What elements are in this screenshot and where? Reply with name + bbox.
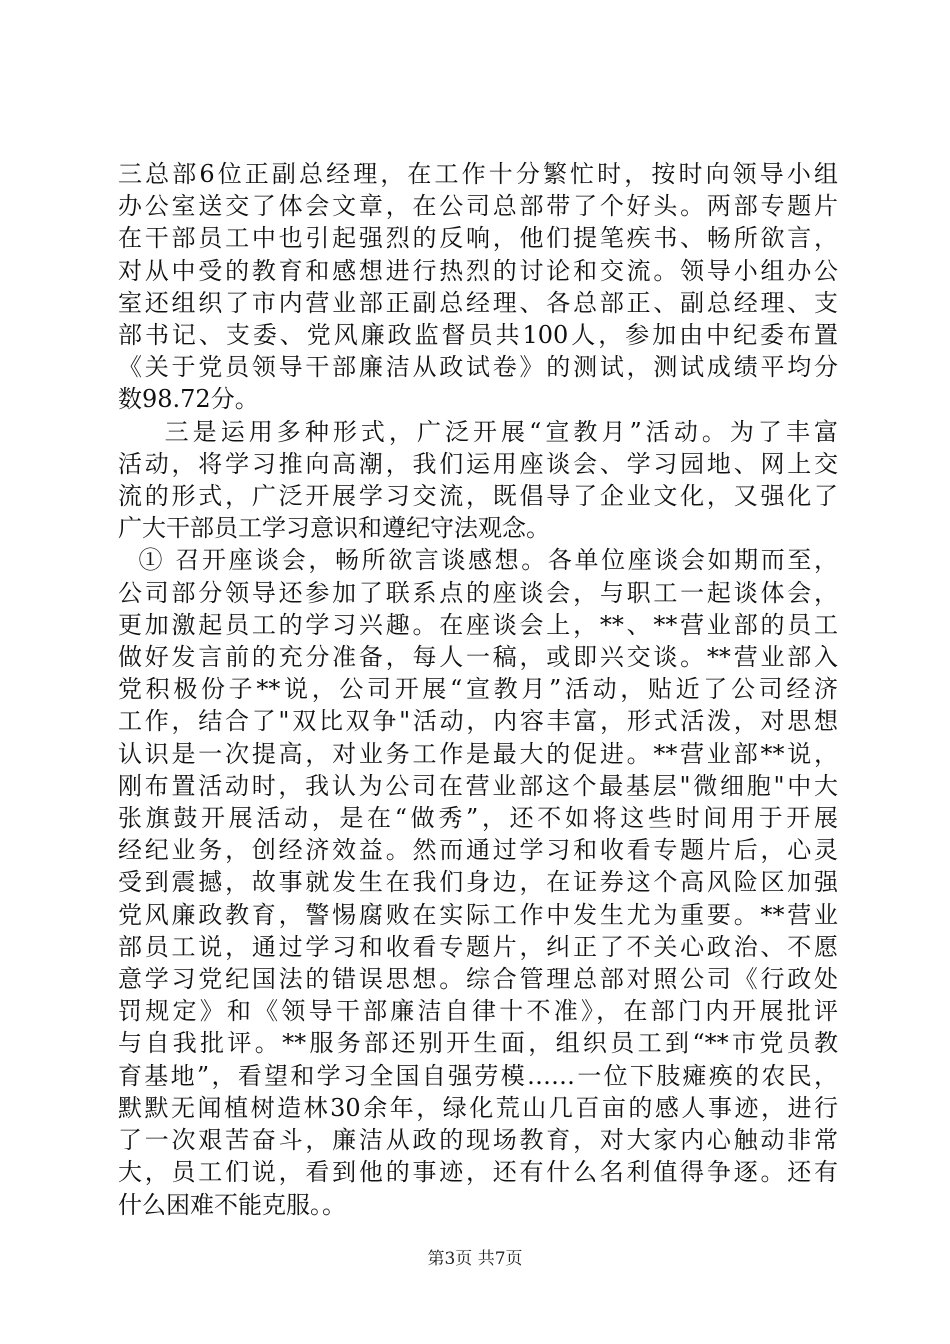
text-line: 罚规定》和《领导干部廉洁自律十不准》，在部门内开展批评 — [118, 997, 838, 1026]
text-line: 大，员工们说，看到他的事迹，还有什么名利值得争逐。还有 — [118, 1158, 838, 1187]
text-line: 默默无闻植树造林30余年，绿化荒山几百亩的感人事迹，进行 — [118, 1093, 838, 1122]
text-line: 广大干部员工学习意识和遵纪守法观念。 — [118, 514, 550, 543]
page-footer: 第3页 共7页 — [427, 1249, 523, 1269]
text-line: 张旗鼓开展活动，是在“做秀”，还不如将这些时间用于开展 — [118, 804, 838, 833]
text-line: 部书记、支委、党风廉政监督员共100人，参加由中纪委布置 — [118, 321, 838, 350]
text-line: 三总部6位正副总经理，在工作十分繁忙时，按时向领导小组 — [118, 160, 838, 188]
text-line: 刚布置活动时，我认为公司在营业部这个最基层"微细胞"中大 — [118, 771, 838, 800]
paragraph — [118, 544, 838, 1220]
text-line: 在干部员工中也引起强烈的反响，他们提笔疾书、畅所欲言， — [118, 224, 838, 253]
paragraph — [118, 416, 838, 545]
text-line: 党积极份子**说，公司开展“宣教月”活动，贴近了公司经济 — [118, 675, 838, 704]
text-line: 认识是一次提高，对业务工作是最大的促进。**营业部**说， — [118, 739, 838, 768]
text-line: 育基地”，看望和学习全国自强劳模……一位下肢瘫痪的农民， — [118, 1061, 838, 1090]
text-line: 党风廉政教育，警惕腐败在实际工作中发生尤为重要。**营业 — [118, 900, 838, 929]
text-line: 与自我批评。**服务部还别开生面，组织员工到“**市党员教 — [118, 1029, 838, 1058]
text-line: 意学习党纪国法的错误思想。综合管理总部对照公司《行政处 — [118, 965, 838, 994]
text-line: 三是运用多种形式，广泛开展“宣教月”活动。为了丰富 — [118, 417, 838, 446]
text-line: 活动，将学习推向高潮，我们运用座谈会、学习园地、网上交 — [118, 449, 838, 478]
text-line: 部员工说，通过学习和收看专题片，纠正了不关心政治、不愿 — [118, 932, 838, 961]
text-line: 经纪业务，创经济效益。然而通过学习和收看专题片后，心灵 — [118, 836, 838, 865]
text-line: 室还组织了市内营业部正副总经理、各总部正、副总经理、支 — [118, 288, 838, 317]
text-line: 工作，结合了"双比双争"活动，内容丰富，形式活泼，对思想 — [118, 707, 838, 736]
text-line: 《关于党员领导干部廉洁从政试卷》的测试，测试成绩平均分 — [118, 353, 838, 382]
text-line: 办公室送交了体会文章，在公司总部带了个好头。两部专题片 — [118, 192, 838, 221]
text-line: 更加激起员工的学习兴趣。在座谈会上，**、**营业部的员工 — [118, 610, 838, 639]
text-line: 对从中受的教育和感想进行热烈的讨论和交流。领导小组办公 — [118, 256, 838, 285]
text-line: 公司部分领导还参加了联系点的座谈会，与职工一起谈体会， — [118, 578, 838, 607]
text-line: 数98.72分。 — [118, 385, 259, 414]
text-line: 什么困难不能克服。。 — [118, 1190, 346, 1219]
text-line: 做好发言前的充分准备，每人一稿，或即兴交谈。**营业部入 — [118, 643, 838, 672]
text-line: 流的形式，广泛开展学习交流，既倡导了企业文化，又强化了 — [118, 482, 838, 511]
paragraph — [118, 158, 838, 416]
text-line: 受到震撼，故事就发生在我们身边，在证券这个高风险区加强 — [118, 868, 838, 897]
text-line: ① 召开座谈会，畅所欲言谈感想。各单位座谈会如期而至， — [118, 546, 838, 575]
document-body — [118, 158, 838, 1221]
text-line: 了一次艰苦奋斗，廉洁从政的现场教育，对大家内心触动非常 — [118, 1126, 838, 1155]
